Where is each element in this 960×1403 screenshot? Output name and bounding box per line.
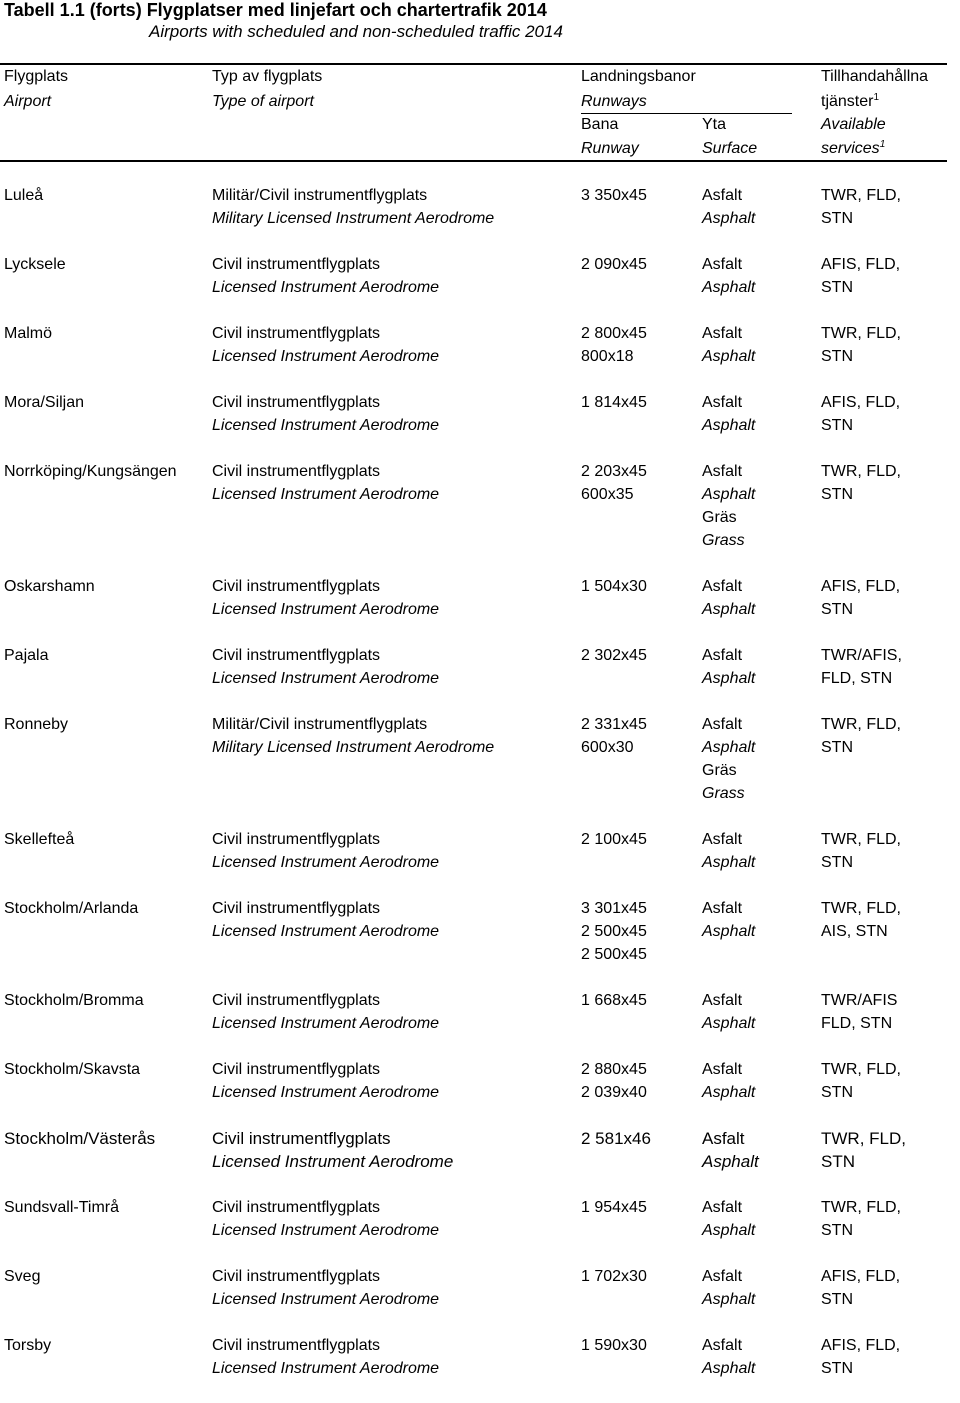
airport-type-en: Licensed Instrument Aerodrome	[212, 348, 440, 365]
airport-type-sv: Civil instrumentflygplats	[212, 1199, 381, 1216]
runway-surface-sv: Asfalt	[702, 1268, 743, 1285]
airport-name: Ronneby	[4, 716, 69, 733]
runway-dimensions: 2 880x45	[581, 1061, 647, 1078]
airport-type-sv: Civil instrumentflygplats	[212, 256, 381, 273]
runway-surface-en: Asphalt	[702, 1360, 756, 1377]
runway-surface-en: Asphalt	[702, 1015, 756, 1032]
runway-surface-en: Grass	[702, 532, 745, 549]
runway-dimensions: 1 954x45	[581, 1199, 647, 1216]
available-services: AFIS, FLD,	[821, 256, 901, 273]
available-services: STN	[821, 739, 853, 756]
table-row	[0, 828, 960, 897]
airport-type-en: Military Licensed Instrument Aerodrome	[212, 739, 495, 756]
runway-dimensions: 2 302x45	[581, 647, 647, 664]
available-services: FLD, STN	[821, 670, 893, 687]
runway-surface-sv: Asfalt	[702, 1129, 745, 1148]
runway-surface-en: Asphalt	[702, 1084, 756, 1101]
airport-type-sv: Civil instrumentflygplats	[212, 647, 381, 664]
header-runway-en: Runway	[581, 140, 639, 157]
available-services: STN	[821, 348, 853, 365]
available-services: TWR, FLD,	[821, 1199, 901, 1216]
header-runways-sv: Landningsbanor	[581, 68, 696, 85]
table-row	[0, 1127, 960, 1196]
airport-type-en: Licensed Instrument Aerodrome	[212, 279, 440, 296]
airport-type-en: Licensed Instrument Aerodrome	[212, 601, 440, 618]
runway-dimensions: 1 504x30	[581, 578, 647, 595]
runway-surface-sv: Asfalt	[702, 187, 743, 204]
runway-surface-en: Asphalt	[702, 417, 756, 434]
available-services: TWR, FLD,	[821, 325, 901, 342]
available-services: TWR, FLD,	[821, 187, 901, 204]
runway-surface-en: Grass	[702, 785, 745, 802]
runway-surface-sv: Gräs	[702, 509, 737, 526]
airport-type-en: Licensed Instrument Aerodrome	[212, 1084, 440, 1101]
airport-name: Mora/Siljan	[4, 394, 85, 411]
table-row	[0, 460, 960, 575]
airport-type-en: Licensed Instrument Aerodrome	[212, 1015, 440, 1032]
runway-surface-sv: Asfalt	[702, 1061, 743, 1078]
airport-type-en: Licensed Instrument Aerodrome	[212, 670, 440, 687]
available-services: FLD, STN	[821, 1015, 893, 1032]
table-row	[0, 575, 960, 644]
runway-dimensions: 2 203x45	[581, 463, 647, 480]
runway-dimensions: 2 500x45	[581, 923, 647, 940]
available-services: TWR, FLD,	[821, 1129, 906, 1148]
runway-dimensions: 1 668x45	[581, 992, 647, 1009]
available-services: TWR/AFIS	[821, 992, 898, 1009]
table-row	[0, 644, 960, 713]
table-row	[0, 1265, 960, 1334]
runway-surface-sv: Asfalt	[702, 325, 743, 342]
runway-surface-en: Asphalt	[702, 210, 756, 227]
airport-type-en: Licensed Instrument Aerodrome	[212, 486, 440, 503]
airport-name: Lycksele	[4, 256, 66, 273]
table-subtitle: Airports with scheduled and non-scheduled traffic 2014	[149, 22, 563, 41]
available-services: STN	[821, 854, 853, 871]
table-row	[0, 989, 960, 1058]
runway-surface-en: Asphalt	[702, 739, 756, 756]
available-services: TWR, FLD,	[821, 716, 901, 733]
header-airport-sv: Flygplats	[4, 68, 69, 85]
table-row	[0, 391, 960, 460]
available-services: AIS, STN	[821, 923, 888, 940]
runway-dimensions: 2 500x45	[581, 946, 647, 963]
airport-name: Stockholm/Västerås	[4, 1129, 156, 1148]
header-services-sv-2: tjänster$^1$	[821, 92, 880, 110]
available-services: STN	[821, 601, 853, 618]
runway-surface-sv: Asfalt	[702, 394, 743, 411]
airport-name: Pajala	[4, 647, 49, 664]
header-services-en-2: services$^1$	[821, 139, 886, 157]
runway-dimensions: 2 331x45	[581, 716, 647, 733]
footnote-mark: 1	[879, 139, 886, 150]
runway-surface-en: Asphalt	[702, 854, 756, 871]
airport-name: Norrköping/Kungsängen	[4, 463, 177, 480]
airport-type-en: Licensed Instrument Aerodrome	[212, 1360, 440, 1377]
airport-name: Sundsvall-Timrå	[4, 1199, 119, 1216]
airport-type-en: Licensed Instrument Aerodrome	[212, 1222, 440, 1239]
airport-name: Skellefteå	[4, 831, 75, 848]
available-services: TWR, FLD,	[821, 831, 901, 848]
runway-surface-sv: Asfalt	[702, 1199, 743, 1216]
available-services: STN	[821, 210, 853, 227]
runway-dimensions: 3 301x45	[581, 900, 647, 917]
available-services: STN	[821, 1084, 853, 1101]
airport-type-sv: Civil instrumentflygplats	[212, 325, 381, 342]
airport-type-sv: Civil instrumentflygplats	[212, 831, 381, 848]
available-services: TWR, FLD,	[821, 463, 901, 480]
runway-dimensions: 1 702x30	[581, 1268, 647, 1285]
available-services: STN	[821, 486, 853, 503]
airport-type-en: Licensed Instrument Aerodrome	[212, 854, 440, 871]
header-services-en-1: Available	[821, 116, 886, 133]
available-services: STN	[821, 1222, 853, 1239]
header-airport-en: Airport	[4, 93, 52, 110]
header-top-rule	[0, 63, 947, 65]
runway-dimensions: 600x35	[581, 486, 634, 503]
airport-type-sv: Civil instrumentflygplats	[212, 1337, 381, 1354]
airport-name: Oskarshamn	[4, 578, 95, 595]
airport-type-sv: Civil instrumentflygplats	[212, 463, 381, 480]
header-services-sv-1: Tillhandahållna	[821, 68, 929, 85]
runway-surface-sv: Asfalt	[702, 578, 743, 595]
header-type-en: Type of airport	[212, 93, 314, 110]
available-services: TWR/AFIS,	[821, 647, 902, 664]
available-services: STN	[821, 417, 853, 434]
table-row	[0, 184, 960, 253]
airport-name: Torsby	[4, 1337, 52, 1354]
runway-surface-en: Asphalt	[702, 1291, 756, 1308]
table-row	[0, 897, 960, 989]
header-bottom-rule	[0, 160, 947, 162]
runway-dimensions: 2 100x45	[581, 831, 647, 848]
runway-surface-en: Asphalt	[702, 923, 756, 940]
header-runway-sv: Bana	[581, 116, 619, 133]
airport-type-en: Licensed Instrument Aerodrome	[212, 1291, 440, 1308]
airport-type-en: Licensed Instrument Aerodrome	[212, 923, 440, 940]
available-services: STN	[821, 1360, 853, 1377]
runway-dimensions: 1 590x30	[581, 1337, 647, 1354]
runway-surface-sv: Asfalt	[702, 463, 743, 480]
available-services: AFIS, FLD,	[821, 1268, 901, 1285]
available-services: STN	[821, 279, 853, 296]
table-row	[0, 322, 960, 391]
header-type-sv: Typ av flygplats	[212, 68, 323, 85]
airport-name: Stockholm/Skavsta	[4, 1061, 141, 1078]
runway-dimensions: 2 039x40	[581, 1084, 647, 1101]
runway-dimensions: 2 581x46	[581, 1129, 651, 1148]
runway-surface-sv: Asfalt	[702, 256, 743, 273]
available-services: AFIS, FLD,	[821, 1337, 901, 1354]
runway-surface-sv: Asfalt	[702, 647, 743, 664]
runway-dimensions: 600x30	[581, 739, 634, 756]
header-runways-en: Runways	[581, 93, 647, 110]
runway-surface-sv: Asfalt	[702, 900, 743, 917]
runway-dimensions: 3 350x45	[581, 187, 647, 204]
available-services: TWR, FLD,	[821, 1061, 901, 1078]
runway-surface-en: Asphalt	[702, 348, 756, 365]
runway-surface-sv: Asfalt	[702, 1337, 743, 1354]
table-row	[0, 713, 960, 828]
table-row	[0, 1058, 960, 1127]
airport-type-en: Licensed Instrument Aerodrome	[212, 1152, 454, 1171]
airport-name: Stockholm/Bromma	[4, 992, 144, 1009]
airport-type-sv: Civil instrumentflygplats	[212, 1129, 391, 1148]
airport-type-sv: Civil instrumentflygplats	[212, 1061, 381, 1078]
airport-type-sv: Civil instrumentflygplats	[212, 1268, 381, 1285]
airport-type-en: Licensed Instrument Aerodrome	[212, 417, 440, 434]
runway-surface-sv: Asfalt	[702, 831, 743, 848]
runway-dimensions: 2 800x45	[581, 325, 647, 342]
table-row	[0, 1196, 960, 1265]
runway-surface-sv: Asfalt	[702, 992, 743, 1009]
airport-name: Stockholm/Arlanda	[4, 900, 139, 917]
available-services: TWR, FLD,	[821, 900, 901, 917]
runway-surface-en: Asphalt	[702, 670, 756, 687]
table-row	[0, 253, 960, 322]
table-row	[0, 1334, 960, 1403]
available-services: AFIS, FLD,	[821, 578, 901, 595]
runway-surface-en: Asphalt	[702, 486, 756, 503]
airport-name: Malmö	[4, 325, 53, 342]
airport-table-body	[0, 184, 960, 1403]
runway-surface-sv: Asfalt	[702, 716, 743, 733]
airport-type-sv: Civil instrumentflygplats	[212, 992, 381, 1009]
available-services: STN	[821, 1152, 855, 1171]
header-surface-sv: Yta	[702, 116, 727, 133]
runway-surface-en: Asphalt	[702, 1152, 759, 1171]
airport-type-en: Military Licensed Instrument Aerodrome	[212, 210, 495, 227]
airport-type-sv: Civil instrumentflygplats	[212, 394, 381, 411]
runway-surface-en: Asphalt	[702, 601, 756, 618]
table-title: Tabell 1.1 (forts) Flygplatser med linjefart och chartertrafik 2014	[4, 0, 547, 20]
runway-surface-en: Asphalt	[702, 1222, 756, 1239]
runway-surface-en: Asphalt	[702, 279, 756, 296]
airport-name: Luleå	[4, 187, 44, 204]
airport-type-sv: Civil instrumentflygplats	[212, 578, 381, 595]
airport-name: Sveg	[4, 1268, 41, 1285]
airport-type-sv: Militär/Civil instrumentflygplats	[212, 187, 428, 204]
runway-dimensions: 800x18	[581, 348, 634, 365]
header-surface-en: Surface	[702, 140, 758, 157]
runway-dimensions: 2 090x45	[581, 256, 647, 273]
airport-type-sv: Civil instrumentflygplats	[212, 900, 381, 917]
available-services: STN	[821, 1291, 853, 1308]
runway-surface-sv: Gräs	[702, 762, 737, 779]
footnote-mark: 1	[873, 92, 880, 103]
available-services: AFIS, FLD,	[821, 394, 901, 411]
airport-type-sv: Militär/Civil instrumentflygplats	[212, 716, 428, 733]
runway-dimensions: 1 814x45	[581, 394, 647, 411]
